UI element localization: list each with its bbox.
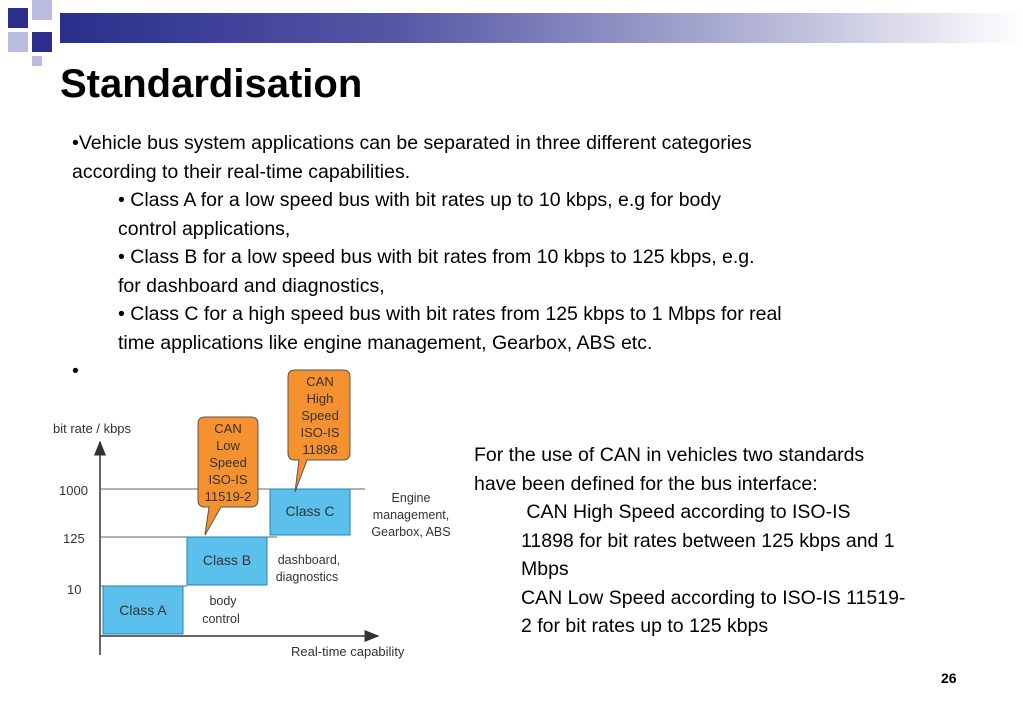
standards-line-4: 11898 for bit rates between 125 kbps and 1 — [521, 529, 895, 552]
callout-low-line-2: Low — [216, 438, 240, 453]
class-c-desc-1: Engine — [391, 491, 431, 505]
class-b-line-2: for dashboard and diagnostics, — [118, 274, 385, 297]
class-c-desc-2: management, — [372, 508, 450, 522]
callout-low-line-4: ISO-IS — [208, 472, 248, 487]
standards-line-5: Mbps — [521, 558, 569, 580]
class-b-label: Class B — [202, 552, 252, 568]
logo-square-dark-2 — [32, 32, 52, 52]
tick-label-1000: 1000 — [59, 483, 88, 498]
class-a-line-2: control applications, — [118, 217, 291, 240]
empty-bullet: • — [72, 360, 79, 382]
y-axis-label: bit rate / kbps — [53, 421, 132, 436]
callout-low-line-5: 11519-2 — [204, 489, 252, 504]
callout-high-line-2: High — [306, 391, 334, 406]
tick-label-10: 10 — [67, 582, 82, 597]
standards-line-1: For the use of CAN in vehicles two standards — [474, 444, 865, 466]
class-b-line-1: • Class B for a low speed bus with bit rates from 10 kbps to 125 kbps, e.g. — [118, 246, 755, 268]
x-axis-label: Real-time capability — [291, 644, 405, 659]
class-b-desc-1: dashboard, — [277, 553, 341, 567]
logo-square-light-2 — [8, 32, 28, 52]
page-number: 26 — [941, 670, 957, 686]
standards-line-2: have been defined for the bus interface: — [474, 472, 818, 495]
bullet-intro-line-2: according to their real-time capabilities. — [72, 160, 411, 183]
class-a-label: Class A — [119, 602, 167, 618]
logo-square-light-3 — [32, 56, 42, 66]
header-bar — [60, 13, 1023, 43]
class-b-desc-2: diagnostics — [275, 570, 339, 584]
can-class-diagram — [45, 360, 465, 665]
callout-high-line-1: CAN — [306, 374, 334, 389]
class-c-label: Class C — [285, 503, 335, 519]
class-c-line-2: time applications like engine management, Gearbox, ABS etc. — [118, 331, 653, 354]
callout-high-line-3: Speed — [301, 408, 339, 423]
standards-line-6: CAN Low Speed according to ISO-IS 11519- — [521, 586, 906, 609]
callout-low-line-3: Speed — [209, 455, 247, 470]
bullet-intro-line-1: •Vehicle bus system applications can be separated in three different categories — [72, 132, 752, 154]
callout-low-line-1: CAN — [214, 421, 242, 436]
class-c-line-1: • Class C for a high speed bus with bit rates from 125 kbps to 1 Mbps for real — [118, 303, 782, 325]
class-a-line-1: • Class A for a low speed bus with bit rates up to 10 kbps, e.g for body — [118, 189, 721, 211]
standards-line-3: CAN High Speed according to ISO-IS — [521, 501, 851, 523]
class-a-desc-1: body — [209, 594, 237, 608]
callout-high-line-5: 11898 — [302, 442, 338, 457]
standards-line-7: 2 for bit rates up to 125 kbps — [521, 615, 769, 637]
tick-label-125: 125 — [63, 531, 85, 546]
bullet-list — [72, 129, 972, 389]
slide-title: Standardisation — [60, 62, 363, 106]
callout-high-line-4: ISO-IS — [300, 425, 340, 440]
class-a-desc-2: control — [202, 612, 240, 626]
logo-square-light-1 — [32, 0, 52, 20]
logo-square-dark-1 — [8, 8, 28, 28]
can-standards-text — [474, 441, 1014, 646]
class-c-desc-3: Gearbox, ABS — [371, 525, 451, 539]
